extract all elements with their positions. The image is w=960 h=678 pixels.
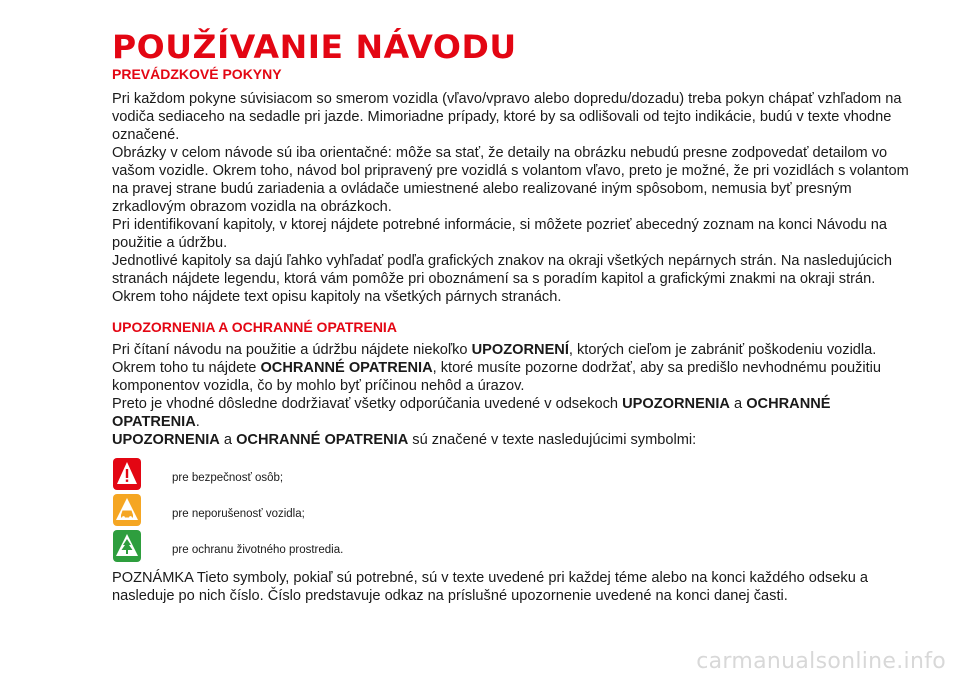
paragraph-index-info: Pri identifikovaní kapitoly, v ktorej nájdete potrebné informácie, si môžete pozrieť abecedný zoznam na konci Návodu na použitie a údržbu.	[112, 217, 888, 251]
text-run-bold: UPOZORNENÍ	[471, 342, 569, 358]
person-safety-warning-icon	[112, 457, 142, 491]
text-run: Preto je vhodné dôsledne dodržiavať všetky odporúčania uvedené v odsekoch	[112, 396, 623, 412]
paragraph-direction-info: Pri každom pokyne súvisiacom so smerom vozidla (vľavo/vpravo alebo dopredu/dozadu) treba pokyn chápať vzhľadom na vodiča sediaceho na sedadle pri jazde. Mimoriadne prípady, ktoré by sa odlišovali od tejto indikácie, budú v texte vhodne označené.	[112, 91, 902, 143]
symbol-label-person-safety: pre bezpečnosť osôb;	[172, 472, 284, 484]
text-run: , ktoré musíte pozorne dodržať, aby sa predišlo nevhodnému použitiu komponentov vozidla, čo by mohlo byť príčinou nehôd a úrazov.	[112, 360, 882, 394]
text-run: , ktorých cieľom je zabrániť poškodeniu vozidla.	[568, 342, 877, 358]
paragraph-warnings-intro	[112, 341, 912, 359]
manual-page	[112, 30, 912, 605]
symbol-label-vehicle: pre neporušenosť vozidla;	[172, 508, 305, 520]
watermark-text: carmanualsonline.info	[696, 649, 946, 674]
text-run-bold: UPOZORNENIA	[622, 396, 730, 412]
paragraph-precautions-intro	[112, 359, 912, 395]
paragraph-illustrations-info: Obrázky v celom návode sú iba orientačné: môže sa stať, že detaily na obrázku nebudú presne zodpovedať detailom vo vašom vozidle. Okrem toho, návod bol pripravený pre vozidlá s volantom vľavo, preto je možné, že pri vozidlách s volantom na pravej strane budú zariadenia a ovládače umiestnené alebo realizované iným spôsobom, nemusia byť presným zrkadlovým obrazom vozidla na obrázkoch.	[112, 145, 909, 215]
vehicle-warning-icon	[112, 493, 142, 527]
section-heading-operating-instructions: PREVÁDZKOVÉ POKYNY	[112, 66, 282, 82]
text-run: Pri čítaní návodu na použitie a údržbu nájdete niekoľko	[112, 342, 472, 358]
symbol-row-vehicle	[112, 492, 912, 528]
environment-tree-icon	[112, 529, 142, 563]
section-heading-warnings: UPOZORNENIA A OCHRANNÉ OPATRENIA	[112, 319, 397, 335]
text-run-bold: OCHRANNÉ OPATRENIA	[260, 360, 433, 376]
text-run-bold: OCHRANNÉ OPATRENIA	[112, 396, 831, 430]
symbol-row-person-safety	[112, 456, 912, 492]
text-run: Okrem toho tu nájdete	[112, 360, 261, 376]
paragraph-symbols-intro	[112, 431, 912, 449]
paragraph-note: POZNÁMKA Tieto symboly, pokiaľ sú potrebné, sú v texte uvedené pri každej téme alebo na konci každého odseku a nasleduje po nich číslo. Číslo predstavuje odkaz na príslušné upozornenie uvedené na konci danej časti.	[112, 570, 868, 604]
text-run: a	[729, 396, 747, 412]
symbol-label-environment: pre ochranu životného prostredia.	[172, 544, 344, 556]
symbol-row-environment	[112, 528, 912, 564]
paragraph-chapters-info: Jednotlivé kapitoly sa dajú ľahko vyhľadať podľa grafických znakov na okraji všetkých nepárnych strán. Na nasledujúcich stranách nájdete legendu, ktorá vám pomôže pri oboznámení sa s poradím kapitol a grafickými znakmi na okraji strán. Okrem toho nájdete text opisu kapitoly na všetkých párnych stranách.	[112, 253, 892, 305]
text-run: .	[195, 414, 200, 430]
text-run: sú značené v texte nasledujúcimi symbolmi:	[408, 432, 697, 448]
text-run-bold: UPOZORNENIA	[112, 432, 220, 448]
paragraph-follow-advice	[112, 395, 912, 431]
text-run-bold: OCHRANNÉ OPATRENIA	[236, 432, 409, 448]
page-title: POUŽÍVANIE NÁVODU	[112, 28, 517, 66]
text-run: a	[219, 432, 237, 448]
